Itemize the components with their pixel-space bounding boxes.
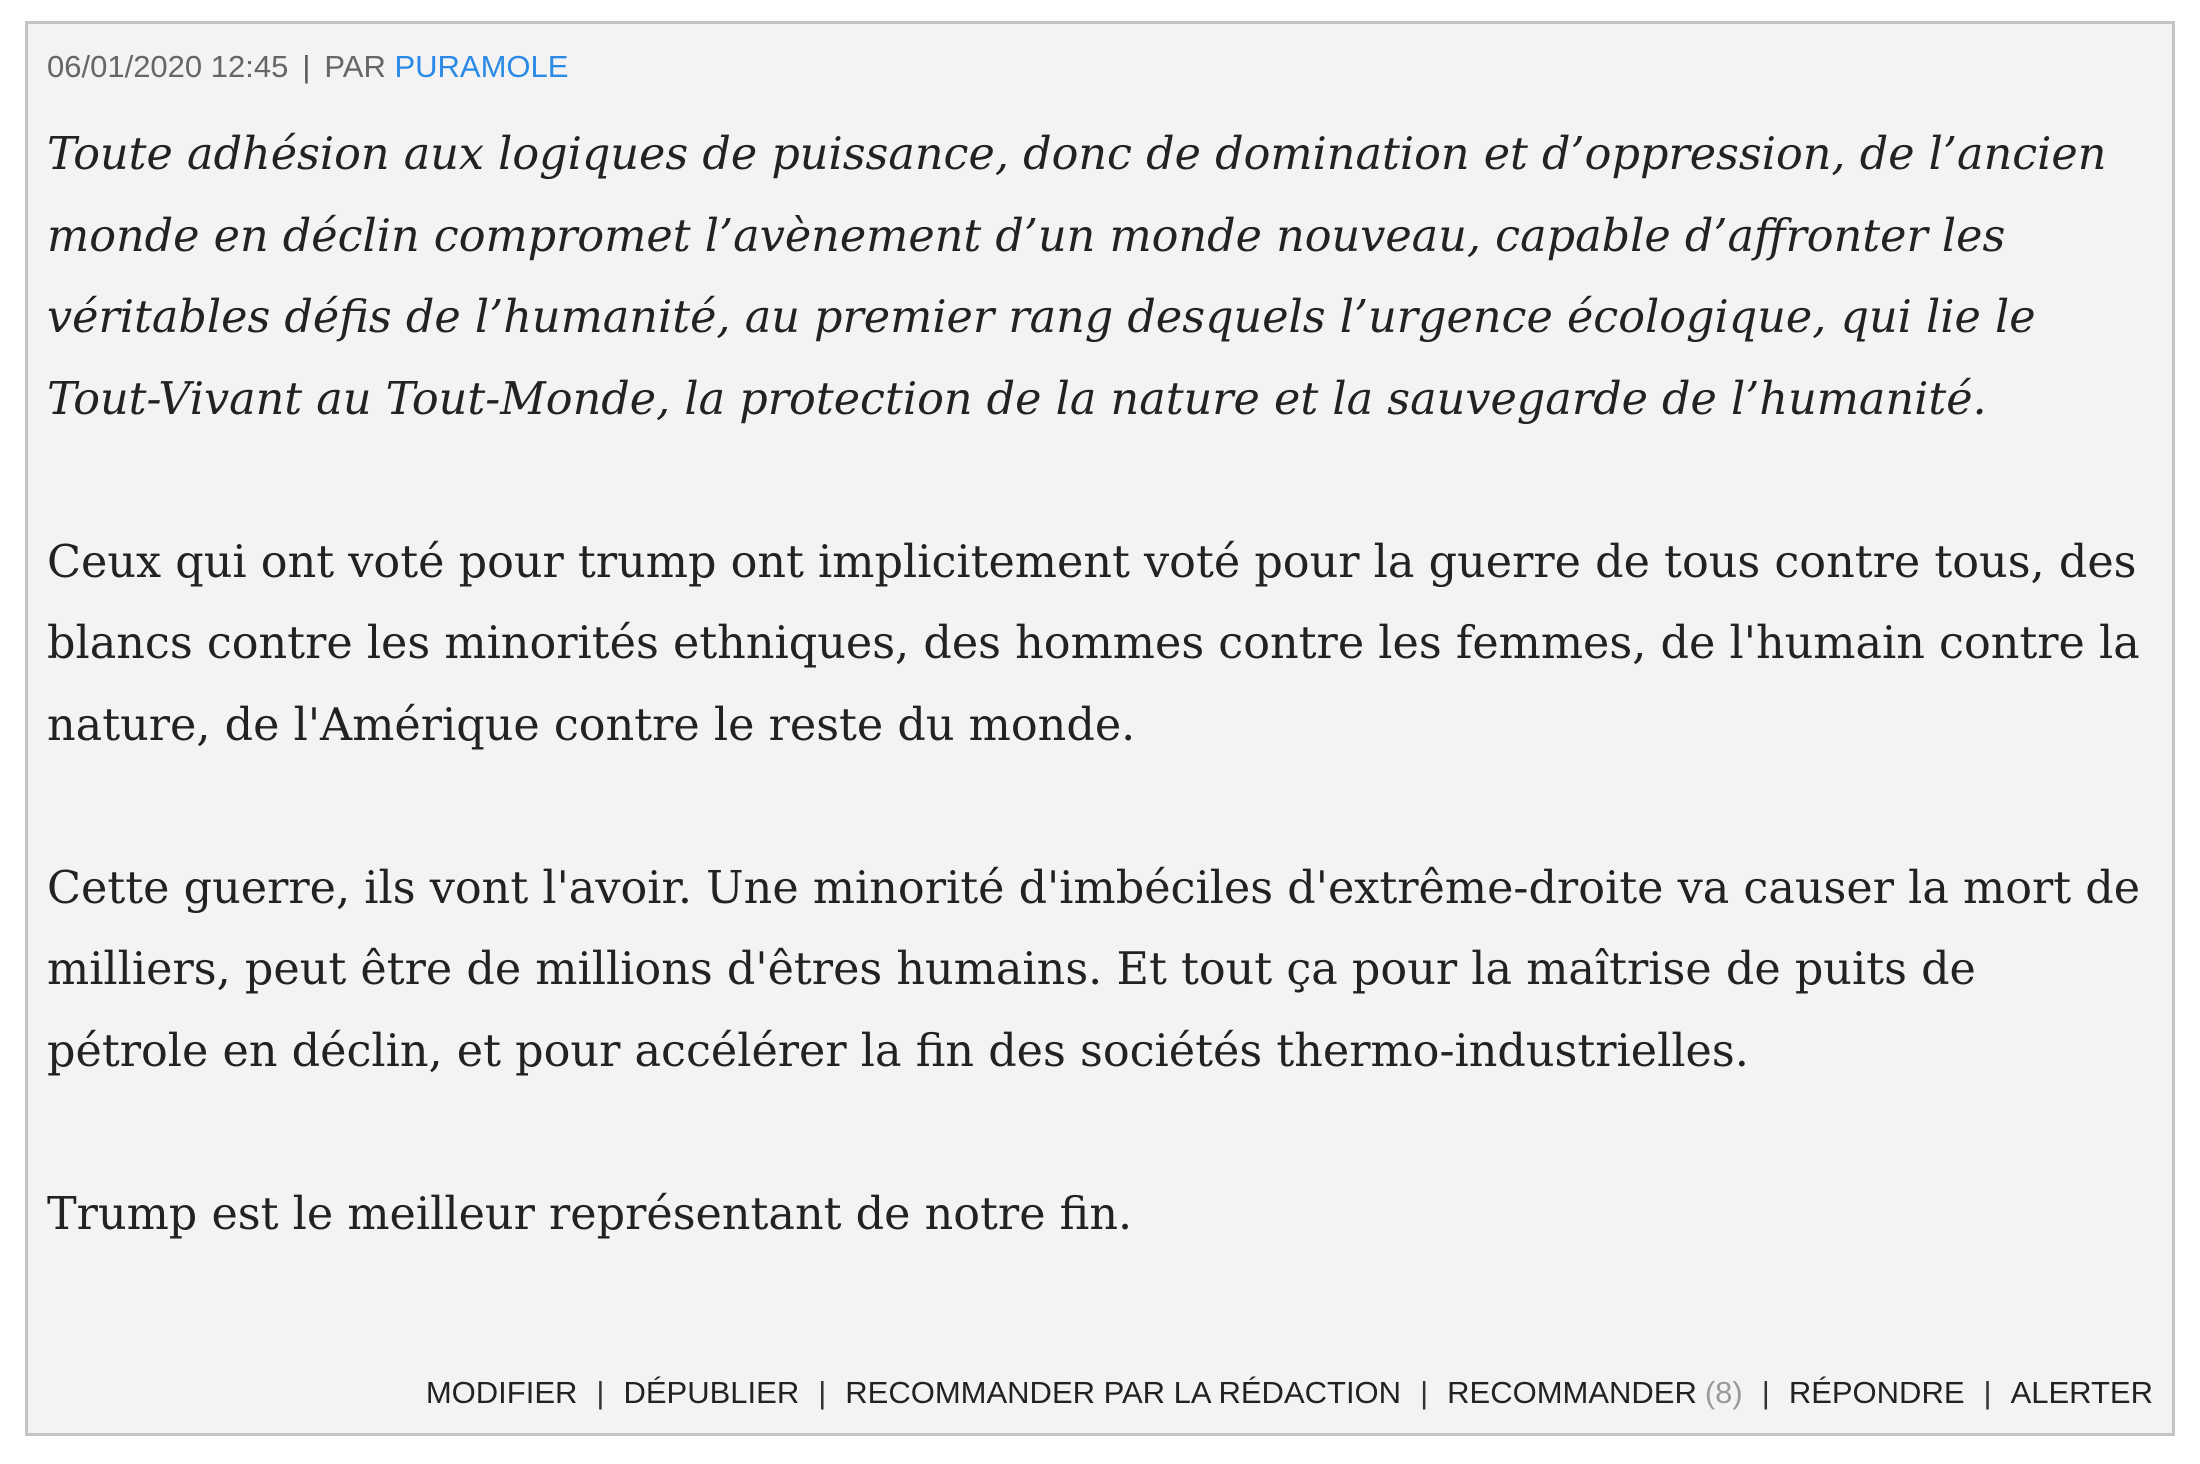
unpublish-link[interactable]: DÉPUBLIER: [623, 1375, 800, 1410]
comment-quote-paragraph: Toute adhésion aux logiques de puissance, donc de domination et d’oppression, de l’ancien monde en déclin compromet l’avènement d’un monde nouveau, capable d’affronter les véritables défis de l’humanité, au premier rang desquels l’urgence écologique, qui lie le Tout-Vivant au Tout-Monde, la protection de la nature et la sauvegarde de l’humanité.: [47, 129, 2107, 425]
reply-link[interactable]: RÉPONDRE: [1788, 1375, 1965, 1410]
by-label: PAR: [324, 49, 386, 84]
comment-card: [25, 21, 2175, 1436]
comment-meta: [47, 49, 568, 85]
comment-date: 06/01/2020 12:45: [47, 49, 289, 84]
action-separator: |: [1983, 1375, 1992, 1410]
action-separator: |: [596, 1375, 605, 1410]
recommend-editorial-link[interactable]: RECOMMANDER PAR LA RÉDACTION: [845, 1375, 1402, 1410]
comment-paragraph: Ceux qui ont voté pour trump ont implicitement voté pour la guerre de tous contre tous, des blancs contre les minorités ethniques, des hommes contre les femmes, de l'humain contre la nature, de l'Amérique contre le reste du monde.: [47, 536, 2140, 751]
comment-body: [47, 114, 2147, 1337]
recommend-count: (8): [1704, 1375, 1743, 1410]
comment-paragraph: Trump est le meilleur représentant de notre fin.: [47, 1188, 1133, 1240]
author-link[interactable]: PURAMOLE: [394, 49, 569, 84]
recommend-link[interactable]: [1447, 1375, 1743, 1411]
action-separator: |: [1761, 1375, 1770, 1410]
comment-paragraph: Cette guerre, ils vont l'avoir. Une minorité d'imbéciles d'extrême-droite va causer la mort de milliers, peut être de millions d'êtres humains. Et tout ça pour la maîtrise de puits de pétrole en déclin, et pour accélérer la fin des sociétés thermo-industrielles.: [47, 862, 2141, 1077]
meta-separator: |: [302, 49, 311, 84]
alert-link[interactable]: ALERTER: [2010, 1375, 2153, 1410]
comment-actions: [426, 1375, 2153, 1411]
modify-link[interactable]: MODIFIER: [425, 1375, 578, 1410]
action-separator: |: [1420, 1375, 1429, 1410]
action-separator: |: [818, 1375, 827, 1410]
recommend-label: RECOMMANDER: [1447, 1375, 1697, 1410]
